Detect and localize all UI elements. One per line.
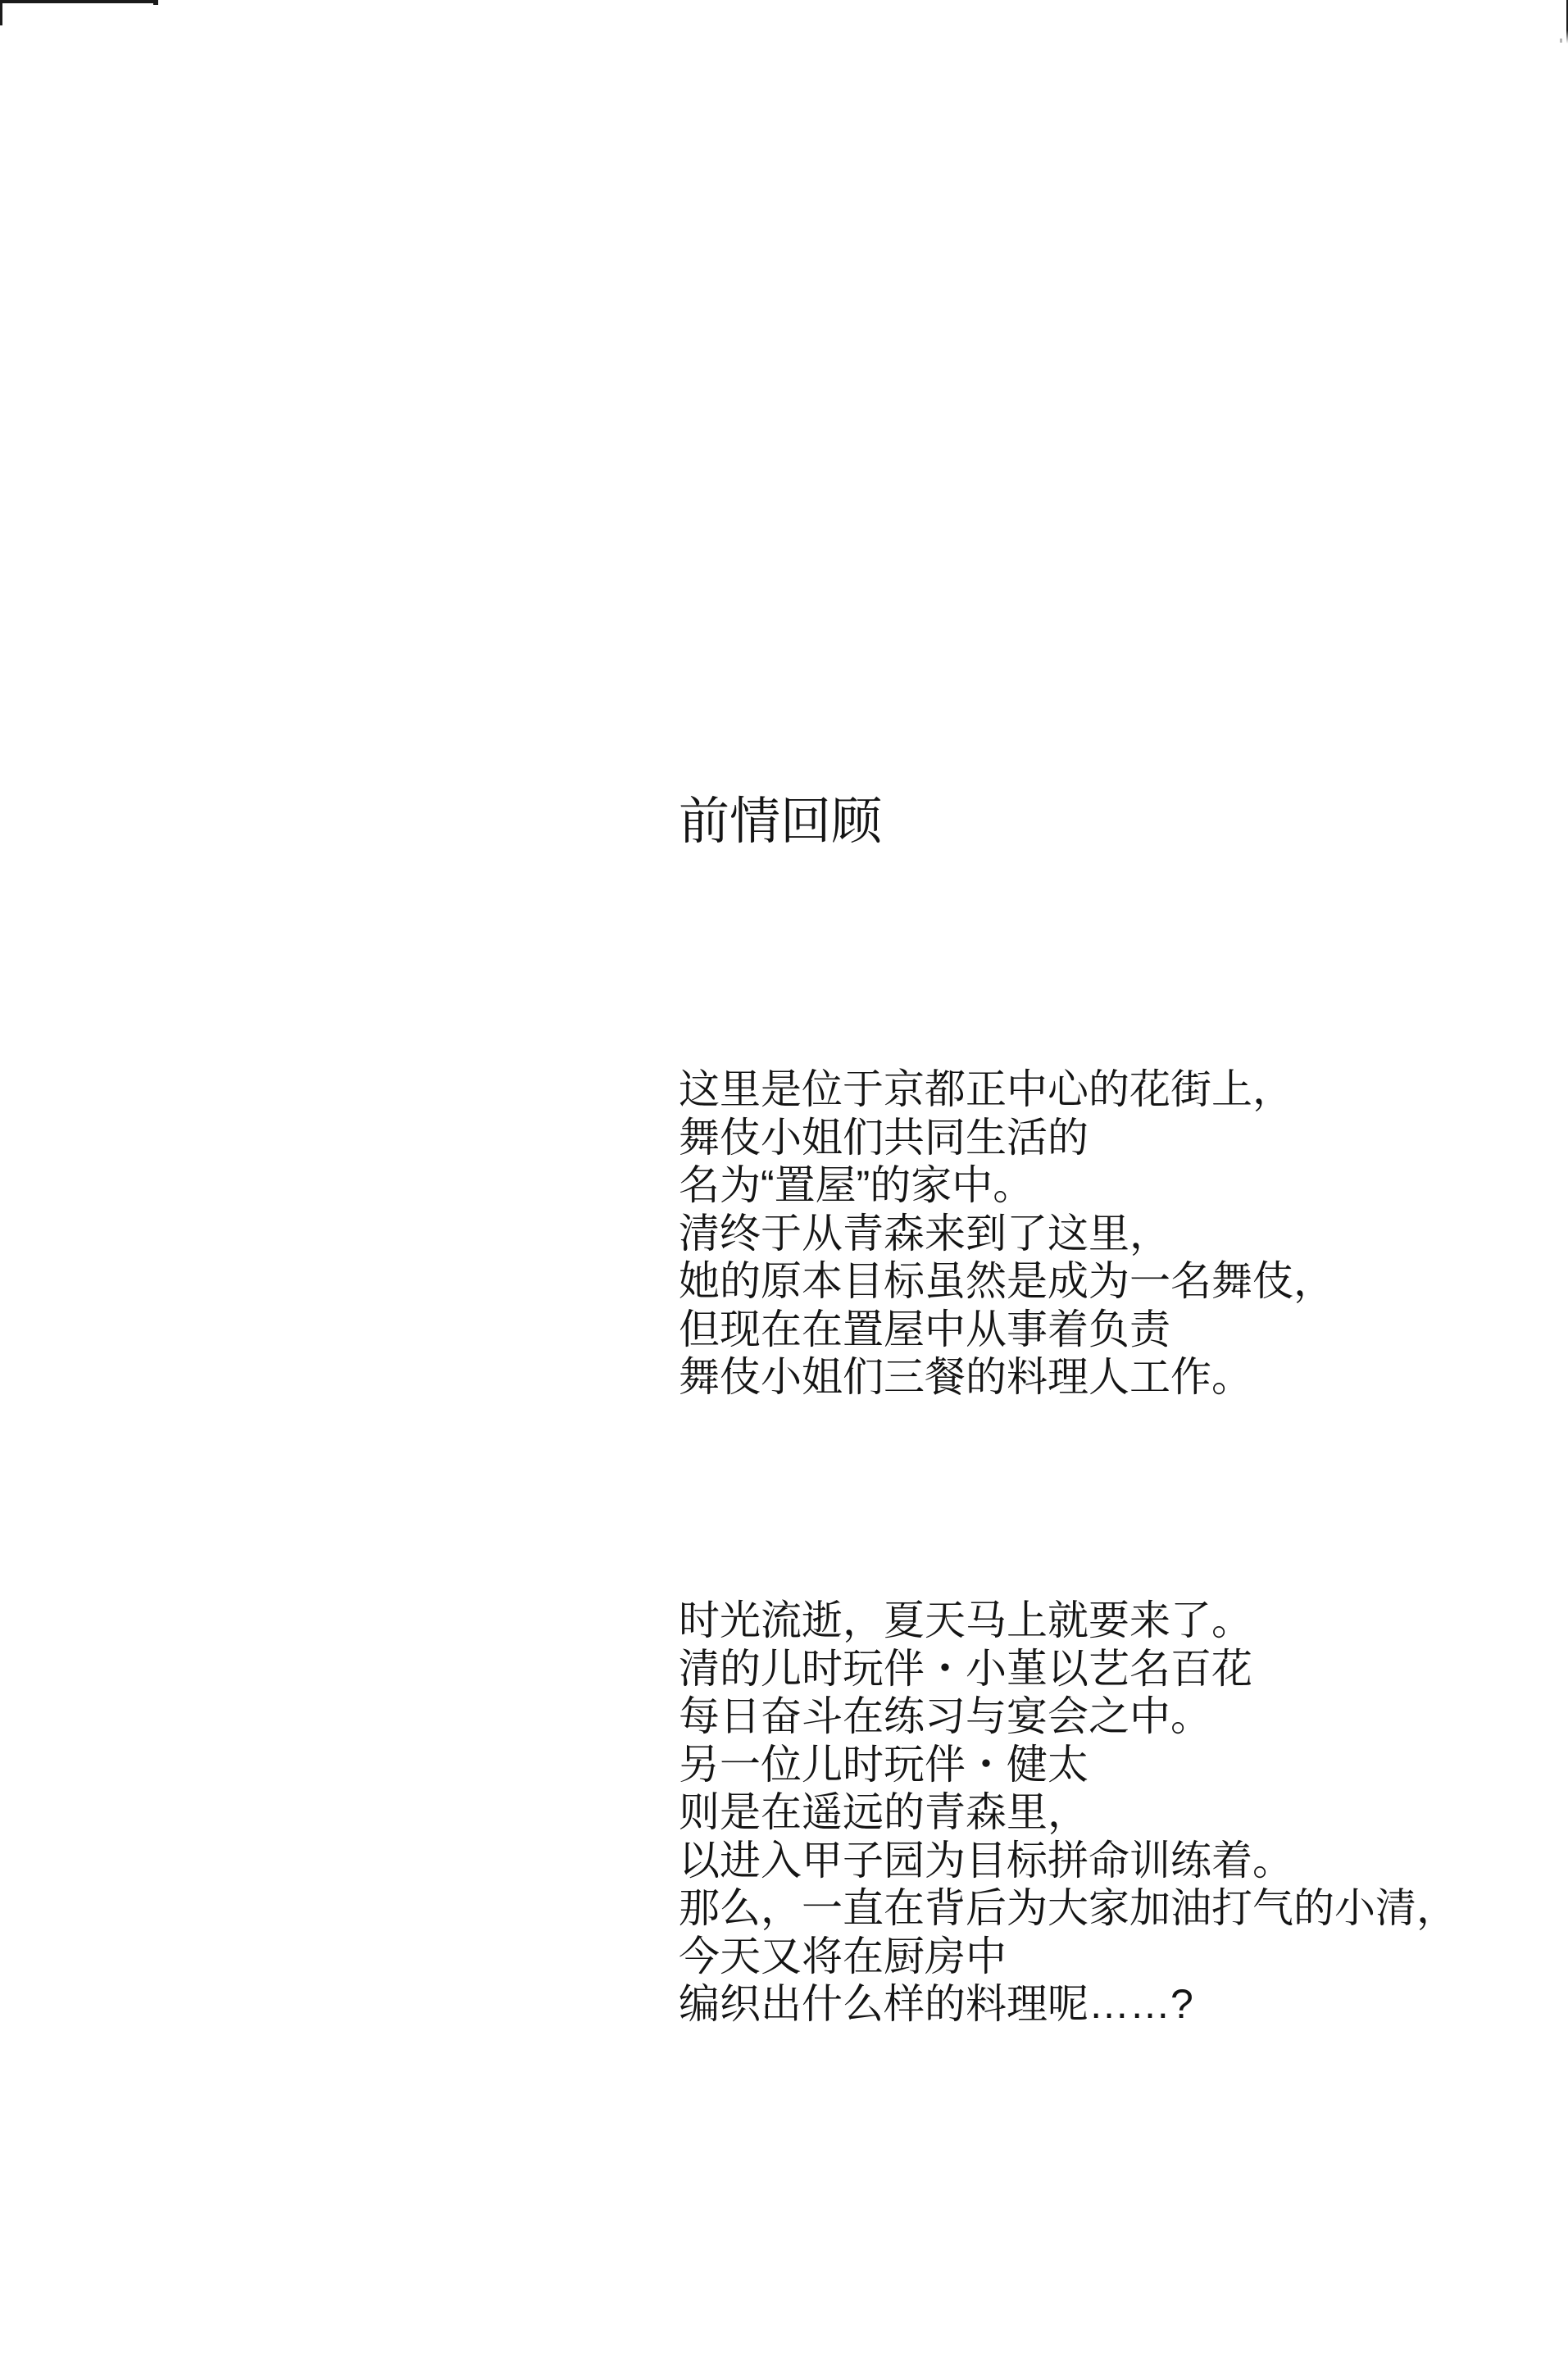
- scan-mark-top-left-bar: [0, 0, 158, 3]
- recap-line: 今天又将在厨房中: [679, 1933, 1007, 1979]
- scan-mark-top-left-tick: [153, 2, 158, 5]
- recap-line: 时光流逝，夏天马上就要来了。: [679, 1597, 1252, 1643]
- recap-line: 另一位儿时玩伴・健太: [679, 1741, 1089, 1788]
- recap-line: 编织出什么样的料理呢……?: [679, 1981, 1193, 2027]
- recap-line: 名为“置屋”的家中。: [679, 1162, 1034, 1208]
- recap-line: 清终于从青森来到了这里，: [679, 1210, 1170, 1256]
- recap-line: 每日奋斗在练习与宴会之中。: [679, 1693, 1211, 1739]
- recap-line: 那么，一直在背后为大家加油打气的小清，: [679, 1885, 1457, 1931]
- recap-paragraph-2: [679, 1597, 1457, 2029]
- recap-line: 清的儿时玩伴・小堇以艺名百花: [679, 1645, 1252, 1692]
- scan-mark-left-edge: [0, 0, 2, 25]
- recap-heading: 前情回顾: [679, 793, 883, 850]
- recap-line: 舞伎小姐们三餐的料理人工作。: [679, 1354, 1252, 1400]
- recap-line: 则是在遥远的青森里，: [679, 1789, 1089, 1835]
- recap-line: 这里是位于京都正中心的花街上，: [679, 1066, 1293, 1112]
- recap-line: 舞伎小姐们共同生活的: [679, 1114, 1089, 1161]
- scan-mark-right-speck: [1560, 39, 1562, 43]
- recap-paragraph-1: [679, 1066, 1334, 1402]
- recap-line: 以进入甲子园为目标拼命训练着。: [679, 1837, 1293, 1884]
- recap-line: 但现在在置屋中从事着负责: [679, 1306, 1170, 1352]
- recap-line: 她的原本目标虽然是成为一名舞伎，: [679, 1258, 1334, 1304]
